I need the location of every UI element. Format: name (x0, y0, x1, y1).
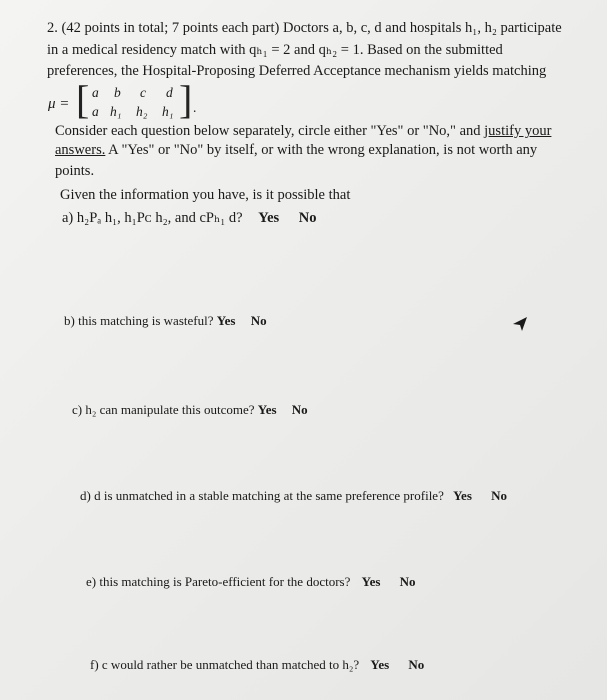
problem-line-1: 2. (42 points in total; 7 points each part) Doctors a, b, c, d and hospitals h₁, h₂ participate (47, 20, 562, 36)
matrix-top-1: a (92, 85, 99, 100)
left-bracket: [ (76, 77, 90, 122)
matrix-bottom-1: a (92, 104, 99, 119)
question-d-text: d) d is unmatched in a stable matching at the same preference profile? (80, 488, 444, 503)
pointer-cursor-icon (512, 316, 528, 332)
question-d-no[interactable]: No (491, 488, 508, 503)
given-line: Given the information you have, is it possible that (60, 187, 351, 203)
question-e-no[interactable]: No (399, 574, 416, 589)
right-bracket: ] (179, 77, 193, 122)
question-b (64, 312, 267, 330)
instruction-line-3: points. (55, 163, 95, 179)
matrix-bottom-3: h₂ (136, 104, 148, 119)
question-e (86, 573, 416, 591)
question-c-no[interactable]: No (291, 402, 308, 417)
matrix-top-2: b (114, 85, 121, 100)
question-f (90, 656, 424, 674)
problem-line-3: preferences, the Hospital-Proposing Deferred Acceptance mechanism yields matching (47, 63, 547, 79)
question-a (62, 209, 317, 227)
question-c (72, 401, 308, 419)
matrix-top-4: d (166, 85, 173, 100)
matrix-top-3: c (140, 85, 146, 100)
question-a-no[interactable]: No (298, 210, 317, 226)
question-d (80, 487, 507, 505)
problem-line-2: in a medical residency match with qₕ₁ = 2 and qₕ₂ = 1. Based on the submitted (47, 42, 503, 58)
question-f-no[interactable]: No (408, 657, 425, 672)
mu-label: μ = (48, 96, 70, 112)
matrix-bottom-4: h₁ (162, 104, 174, 119)
question-e-yes[interactable]: Yes (361, 574, 381, 589)
question-c-yes[interactable]: Yes (257, 402, 277, 417)
question-c-text: c) h₂ can manipulate this outcome? (72, 402, 255, 417)
question-b-no[interactable]: No (250, 313, 267, 328)
question-a-text: a) h₂Pₐ h₁, h₁Pᴄ h₂, and cPₕ₁ d? (62, 210, 243, 226)
question-b-yes[interactable]: Yes (216, 313, 236, 328)
question-d-yes[interactable]: Yes (453, 488, 472, 503)
question-a-yes[interactable]: Yes (258, 210, 280, 226)
instruction-line-1: Consider each question below separately, circle either "Yes" or "No," and justify your (55, 123, 552, 139)
question-f-text: f) c would rather be unmatched than matched to h₂? (90, 657, 360, 672)
question-b-text: b) this matching is wasteful? (64, 313, 214, 328)
question-f-yes[interactable]: Yes (370, 657, 390, 672)
matrix-period: . (193, 100, 197, 115)
matrix-bottom-2: h₁ (110, 104, 122, 119)
question-e-text: e) this matching is Pareto-efficient for the doctors? (86, 574, 351, 589)
instruction-line-2: answers. A "Yes" or "No" by itself, or with the wrong explanation, is not worth any (55, 142, 538, 158)
